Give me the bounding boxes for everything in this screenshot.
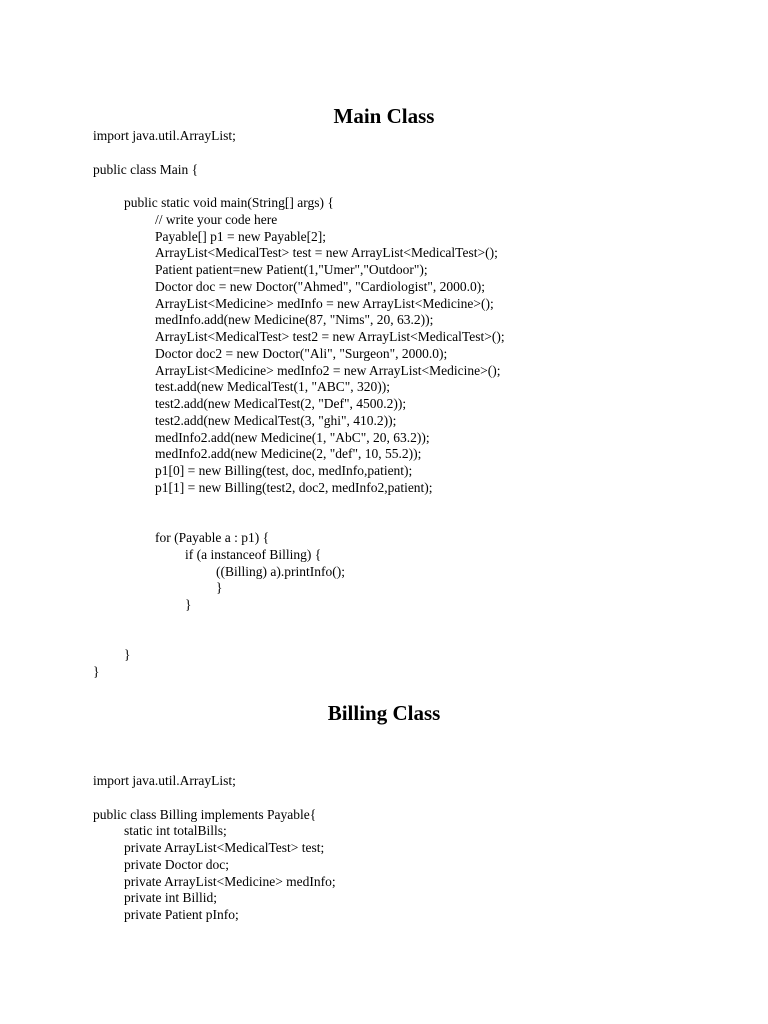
code-line: // write your code here [155, 211, 278, 227]
code-line: static int totalBills; [124, 823, 227, 839]
code-line: ArrayList<Medicine> medInfo2 = new ArrayList<Medicine>(); [155, 362, 501, 378]
code-line: for (Payable a : p1) { [155, 530, 270, 545]
code-line: if (a instanceof Billing) { [185, 546, 322, 562]
code-line: test.add(new MedicalTest(1, "ABC", 320)); [155, 379, 391, 395]
code-line: Doctor doc2 = new Doctor("Ali", "Surgeon", 2000.0); [155, 345, 448, 361]
code-line [93, 145, 505, 162]
code-line [93, 614, 505, 631]
code-line: Patient patient=new Patient(1,"Umer","Outdoor"); [155, 262, 428, 277]
code-line: } [185, 597, 192, 612]
code-line: public class Billing implements Payable{ [93, 806, 317, 822]
code-line: test2.add(new MedicalTest(2, "Def", 4500.2)); [155, 396, 407, 411]
code-line: test2.add(new MedicalTest(3, "ghi", 410.2)); [155, 412, 397, 428]
code-line: } [216, 580, 223, 596]
code-line: medInfo.add(new Medicine(87, "Nims", 20, 63.2)); [155, 312, 434, 328]
main-class-code [93, 128, 505, 681]
code-line: import java.util.ArrayList; [93, 773, 236, 788]
code-line: medInfo2.add(new Medicine(1, "AbC", 20, 63.2)); [155, 429, 430, 445]
code-line: ArrayList<MedicalTest> test = new ArrayList<MedicalTest>(); [155, 245, 498, 261]
main-class-heading: Main Class [333, 104, 435, 128]
code-line: private Doctor doc; [124, 856, 229, 872]
code-line: ArrayList<Medicine> medInfo = new ArrayList<Medicine>(); [155, 295, 494, 311]
code-line: private ArrayList<Medicine> medInfo; [124, 873, 336, 889]
code-line [93, 513, 505, 530]
code-line: } [124, 647, 131, 663]
code-line: ArrayList<MedicalTest> test2 = new ArrayList<MedicalTest>(); [155, 329, 505, 344]
code-line: private int Billid; [124, 890, 217, 906]
billing-class-code [93, 773, 336, 924]
code-line [93, 631, 505, 648]
billing-class-heading: Billing Class [327, 701, 441, 725]
code-line: } [93, 664, 100, 679]
code-line [93, 178, 505, 195]
code-line: p1[0] = new Billing(test, doc, medInfo,patient); [155, 463, 413, 478]
code-line [93, 790, 336, 807]
code-line: private Patient pInfo; [124, 907, 239, 922]
code-line: Payable[] p1 = new Payable[2]; [155, 228, 327, 244]
code-line: ((Billing) a).printInfo(); [216, 563, 345, 579]
code-line [93, 497, 505, 514]
code-line: p1[1] = new Billing(test2, doc2, medInfo2,patient); [155, 479, 433, 495]
code-line: public static void main(String[] args) { [124, 195, 334, 210]
code-line: public class Main { [93, 161, 199, 177]
code-line: medInfo2.add(new Medicine(2, "def", 10, 55.2)); [155, 446, 422, 462]
code-line: Doctor doc = new Doctor("Ahmed", "Cardiologist", 2000.0); [155, 278, 485, 294]
code-line: private ArrayList<MedicalTest> test; [124, 840, 325, 855]
code-line: import java.util.ArrayList; [93, 128, 236, 143]
